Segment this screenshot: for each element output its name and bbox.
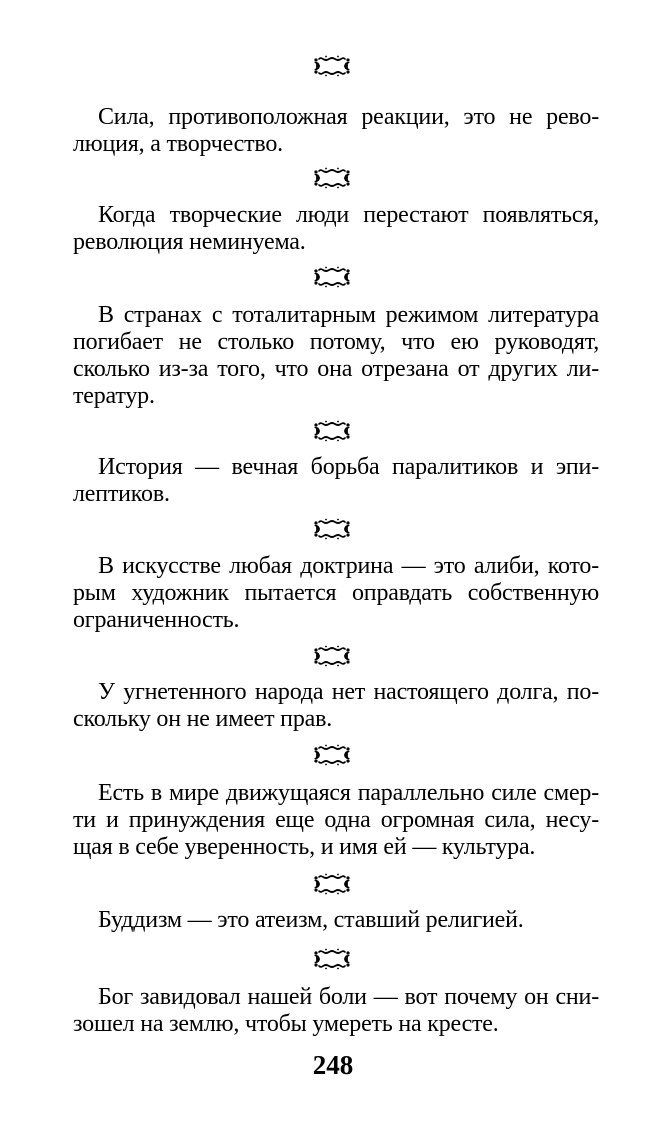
aphorism-7 [98,780,599,807]
aphorism-1 [98,104,599,131]
aphorism-line: У угнетенного народа нет настоящего долга, по- [98,679,599,705]
fleuron-ornament-icon [311,54,353,78]
aphorism-line: Когда творческие люди перестают появляться, [98,202,599,228]
fleuron-ornament-icon [311,644,353,668]
aphorism-line: В странах с тоталитарным режимом литература [98,302,599,328]
aphorism-line: лептиков. [73,481,170,507]
aphorism-line: История — вечная борьба паралитиков и эпи- [98,454,599,480]
aphorism-5 [98,553,599,580]
aphorism-2 [98,202,599,229]
aphorism-4 [98,454,599,481]
fleuron-ornament-icon [311,947,353,971]
fleuron-ornament-icon [311,419,353,443]
aphorism-line: революция неминуема. [73,229,306,255]
aphorism-line: зошел на землю, чтобы умереть на кресте. [73,1011,499,1037]
aphorism-3-cont [73,329,599,410]
aphorism-7-cont [73,807,599,861]
aphorism-line: сколько из-за того, что она отрезана от других ли- [73,356,599,382]
aphorism-4-cont [73,481,599,508]
aphorism-line: В искусстве любая доктрина — это алиби, кото- [98,553,599,579]
aphorism-9 [98,984,599,1011]
aphorism-6 [98,679,599,706]
aphorism-3 [98,302,599,329]
fleuron-ornament-icon [311,743,353,767]
aphorism-line: рым художник пытается оправдать собственную [73,580,599,606]
fleuron-ornament-icon [311,517,353,541]
aphorism-line: погибает не столько потому, что ею руководят, [73,329,599,355]
aphorism-line: ограниченность. [73,607,240,633]
aphorism-8 [98,907,599,934]
aphorism-line: Буддизм — это атеизм, ставший религией. [98,907,524,933]
page-number: 248 [312,1050,354,1080]
aphorism-line: скольку он не имеет прав. [73,706,333,732]
aphorism-line: Есть в мире движущаяся параллельно силе смер- [98,780,599,806]
aphorism-1-cont [73,131,599,158]
aphorism-6-cont [73,706,599,733]
aphorism-line: тератур. [73,383,155,409]
aphorism-line: Сила, противоположная реакции, это не рево- [98,104,599,130]
aphorism-line: ти и принуждения еще одна огромная сила, несу- [73,807,599,833]
aphorism-2-cont [73,229,599,256]
aphorism-line: щая в себе уверенность, и имя ей — культура. [73,834,536,860]
aphorism-line: Бог завидовал нашей боли — вот почему он сни- [98,984,599,1010]
fleuron-ornament-icon [311,265,353,289]
fleuron-ornament-icon [311,872,353,896]
fleuron-ornament-icon [311,166,353,190]
aphorism-9-cont [73,1011,599,1038]
aphorism-line: люция, а творчество. [73,131,283,157]
aphorism-5-cont [73,580,599,634]
